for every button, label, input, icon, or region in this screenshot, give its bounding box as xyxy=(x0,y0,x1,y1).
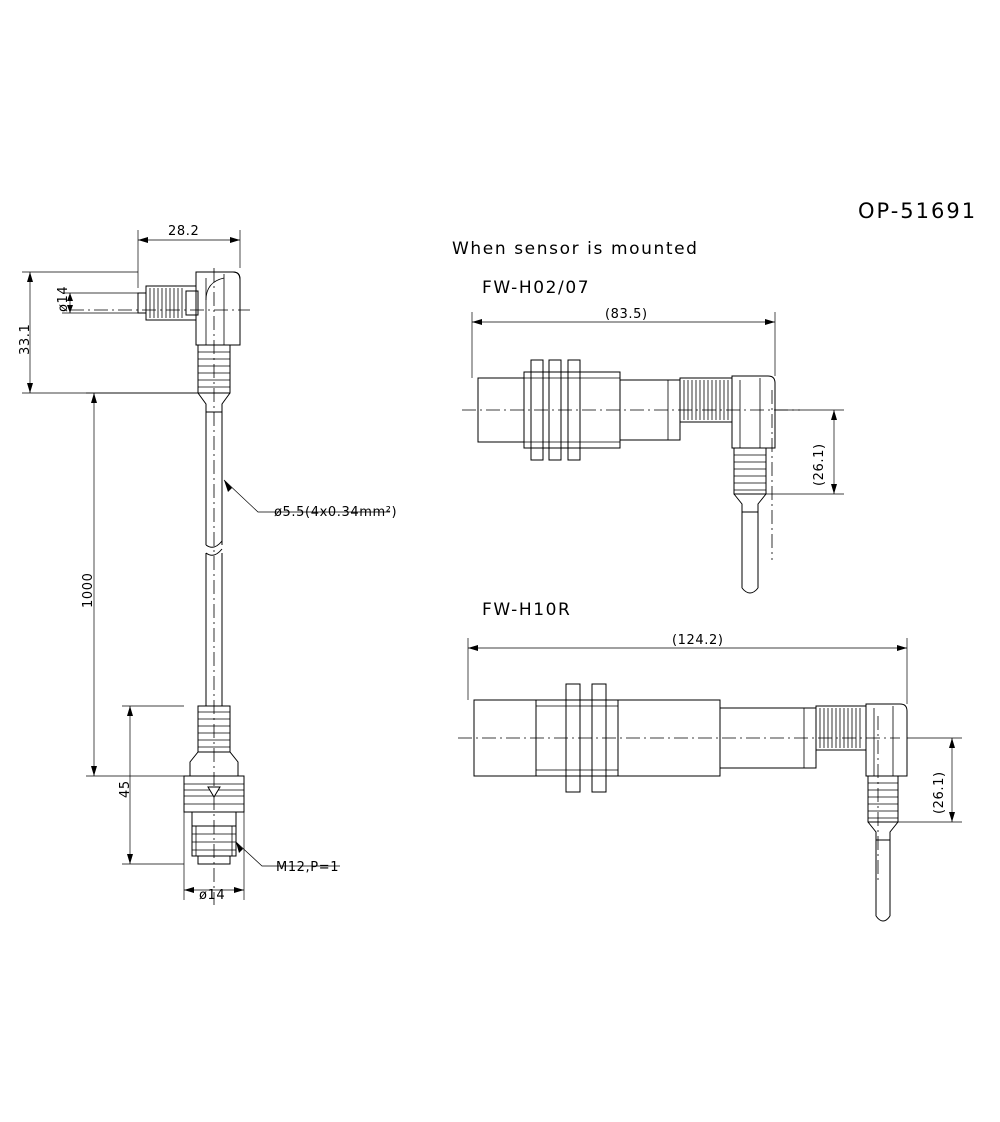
dimension-top-width: 28.2 xyxy=(168,224,200,239)
dimension-top-diameter: ø14 xyxy=(56,285,71,312)
model-label-fw-h02-07: FW-H02/07 xyxy=(482,278,591,298)
fw-h02-07-view xyxy=(462,312,844,593)
part-number-label: OP-51691 xyxy=(858,199,978,223)
mounting-note-title: When sensor is mounted xyxy=(452,239,699,259)
dimension-fw-h10r-length: (124.2) xyxy=(672,633,724,648)
fw-h10r-view xyxy=(458,638,962,921)
dimension-fw-h02-07-length: (83.5) xyxy=(605,307,648,322)
callout-thread-spec: M12,P=1 xyxy=(276,860,340,875)
dimension-cable-length: 1000 xyxy=(81,572,96,608)
dimension-top-height: 33.1 xyxy=(18,323,33,355)
model-label-fw-h10r: FW-H10R xyxy=(482,600,572,620)
cable-assembly-view xyxy=(22,230,390,905)
callout-cable-spec: ø5.5(4x0.34mm²) xyxy=(274,505,398,520)
dimension-fw-h10r-drop: (26.1) xyxy=(932,771,947,814)
dimension-fw-h02-07-drop: (26.1) xyxy=(812,443,827,486)
dimension-bottom-diameter: ø14 xyxy=(199,888,226,903)
dimension-bottom-height: 45 xyxy=(118,780,133,798)
